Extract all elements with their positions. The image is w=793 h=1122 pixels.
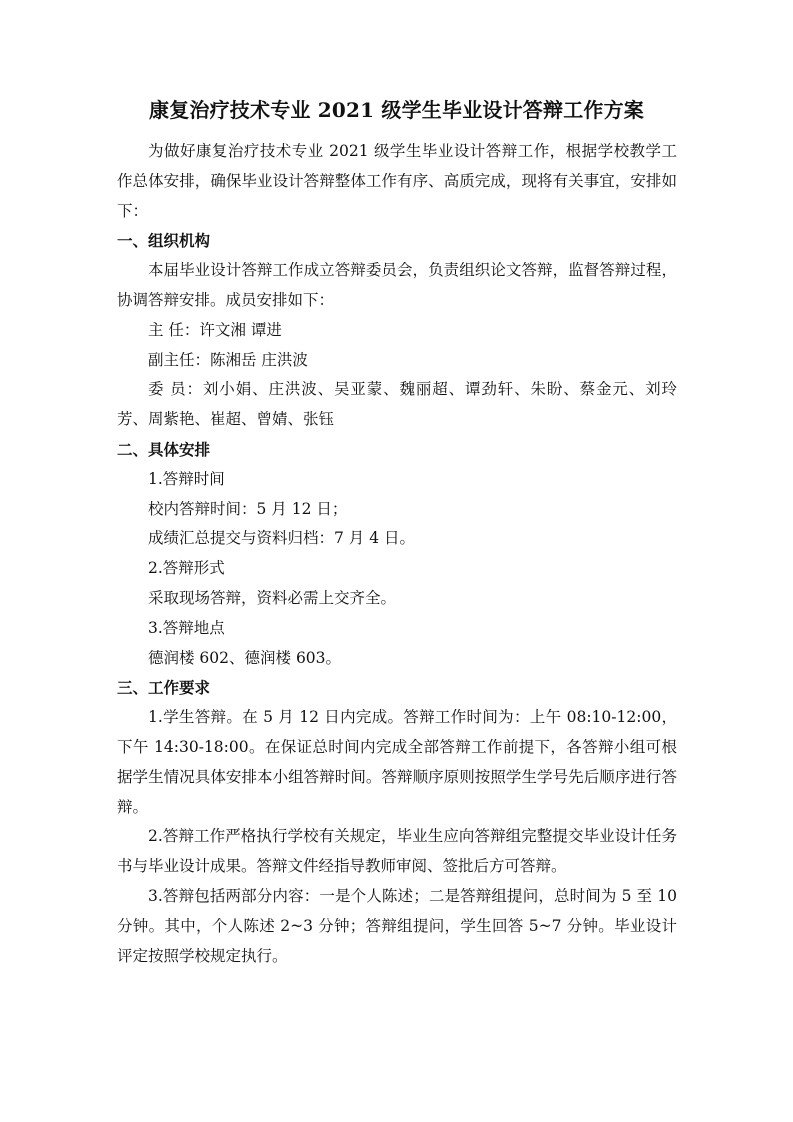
subheading-defense-format: 2.答辩形式 bbox=[148, 559, 225, 578]
director-line: 主 任：许文湘 谭进 bbox=[148, 320, 282, 339]
requirement-item-1: 1.学生答辩。在 5 月 12 日内完成。答辩工作时间为：上午 08:10-12:00，下午 14:30-18:00。在保证总时间内完成全部答辩工作前提下，各答辩小组可根据学生情况具体安排本小组答辩时间。答辩顺序原则按照学生学号先后顺序进行答辩。 bbox=[117, 708, 677, 816]
requirement-item-2: 2.答辩工作严格执行学校有关规定，毕业生应向答辩组完整提交毕业设计任务书与毕业设计成果。答辩文件经指导教师审阅、签批后方可答辩。 bbox=[117, 827, 677, 876]
section-heading-organization: 一、组织机构 bbox=[117, 231, 211, 251]
subheading-defense-location: 3.答辩地点 bbox=[148, 618, 225, 637]
members-line: 委 员：刘小娟、庄洪波、吴亚蒙、魏丽超、谭劲轩、朱盼、蔡金元、刘玲芳、周紫艳、崔超、曾婧、张钰 bbox=[117, 380, 677, 429]
defense-location-line: 德润楼 602、德润楼 603。 bbox=[148, 648, 342, 667]
section-heading-arrangement: 二、具体安排 bbox=[117, 439, 211, 459]
requirement-item-3: 3.答辩包括两部分内容：一是个人陈述；二是答辩组提问，总时间为 5 至 10 分钟。其中，个人陈述 2~3 分钟；答辩组提问，学生回答 5~7 分钟。毕业设计评定按照学校规定执行。 bbox=[117, 886, 677, 965]
intro-paragraph: 为做好康复治疗技术专业 2021 级学生毕业设计答辩工作，根据学校教学工作总体安排，确保毕业设计答辩整体工作有序、高质完成，现将有关事宜，安排如下： bbox=[117, 142, 677, 220]
vice-director-line: 副主任：陈湘岳 庄洪波 bbox=[148, 350, 308, 369]
document-title: 康复治疗技术专业 2021 级学生毕业设计答辩工作方案 bbox=[149, 98, 644, 122]
defense-format-line: 采取现场答辩，资料必需上交齐全。 bbox=[148, 588, 397, 607]
document-body bbox=[117, 137, 677, 971]
subheading-defense-time: 1.答辩时间 bbox=[148, 469, 225, 488]
defense-time-line: 校内答辩时间：5 月 12 日； bbox=[148, 499, 348, 518]
archive-time-line: 成绩汇总提交与资料归档：7 月 4 日。 bbox=[148, 529, 416, 548]
section-heading-requirements: 三、工作要求 bbox=[117, 678, 211, 698]
organization-paragraph: 本届毕业设计答辩工作成立答辩委员会，负责组织论文答辩，监督答辩过程，协调答辩安排。成员安排如下： bbox=[117, 261, 677, 309]
